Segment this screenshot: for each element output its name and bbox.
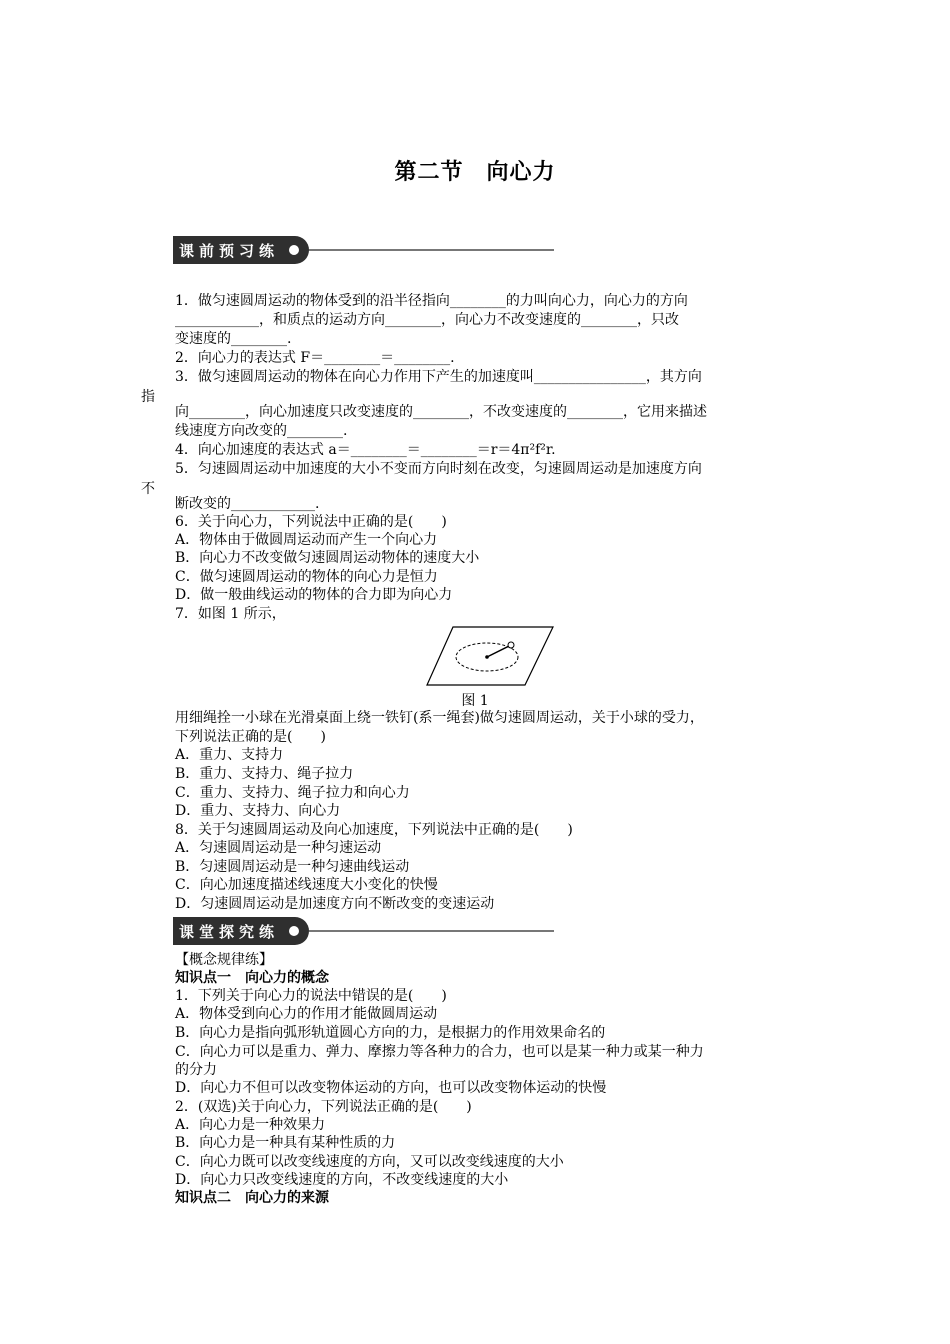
text-line: B．向心力是一种具有某种性质的力 [175, 1135, 396, 1151]
text-line: 4．向心加速度的表达式 a＝________＝________＝r＝4π²f²r. [175, 442, 556, 458]
text-line: 向________，向心加速度只改变速度的________，不改变速度的________，它用来描述 [175, 404, 707, 420]
text-line: C．向心力既可以改变线速度的方向，又可以改变线速度的大小 [175, 1154, 564, 1170]
text-line: 变速度的________. [175, 331, 292, 347]
text-line: A．物体受到向心力的作用才能做圆周运动 [175, 1006, 438, 1022]
text-line: 的分力 [175, 1062, 217, 1078]
text-line: ____________，和质点的运动方向________，向心力不改变速度的________，只改 [175, 312, 679, 328]
text-line: 5．匀速圆周运动中加速度的大小不变而方向时刻在改变，匀速圆周运动是加速度方向 [175, 461, 702, 477]
text-line: 8．关于匀速圆周运动及向心加速度，下列说法中正确的是( ) [175, 822, 573, 838]
text-line: A．物体由于做圆周运动而产生一个向心力 [175, 532, 438, 548]
text-line: 断改变的____________. [175, 496, 320, 512]
text-line: C．向心力可以是重力、弹力、摩擦力等各种力的合力，也可以是某一种力或某一种力 [175, 1044, 704, 1060]
text-line: 6．关于向心力，下列说法中正确的是( ) [175, 514, 447, 530]
banner-label: 课前预习练 [179, 242, 280, 260]
figure-table-diagram [425, 625, 557, 689]
text-line: C．做匀速圆周运动的物体的向心力是恒力 [175, 569, 438, 585]
bullet-dot-icon [289, 245, 299, 255]
banner-box [173, 917, 309, 945]
text-line: 【概念规律练】 [175, 952, 273, 968]
text-line: 线速度方向改变的________. [175, 423, 348, 439]
text-line: A．匀速圆周运动是一种匀速运动 [175, 840, 382, 856]
banner-box [173, 236, 309, 264]
knowledge-point-heading: 知识点一 向心力的概念 [175, 970, 329, 986]
text-line: B．重力、支持力、绳子拉力 [175, 766, 354, 782]
string [487, 646, 509, 657]
figure-caption: 图 1 [461, 693, 489, 709]
text-line: B．匀速圆周运动是一种匀速曲线运动 [175, 859, 410, 875]
text-line: 1．做匀速圆周运动的物体受到的沿半径指向________的力叫向心力，向心力的方向 [175, 293, 688, 309]
text-line: D．向心力不但可以改变物体运动的方向，也可以改变物体运动的快慢 [175, 1080, 607, 1096]
text-line: 2．向心力的表达式 F＝________＝________. [175, 350, 455, 366]
page-title: 第二节 向心力 [394, 160, 556, 185]
text-line: A．重力、支持力 [175, 747, 284, 763]
text-line: C．向心加速度描述线速度大小变化的快慢 [175, 877, 438, 893]
text-line: C．重力、支持力、绳子拉力和向心力 [175, 785, 410, 801]
text-line: D．重力、支持力、向心力 [175, 803, 341, 819]
banner-label: 课堂探究练 [179, 923, 280, 941]
text-line: 2．(双选)关于向心力，下列说法正确的是( ) [175, 1099, 472, 1115]
text-line: B．向心力不改变做匀速圆周运动物体的速度大小 [175, 550, 480, 566]
margin-char: 不 [141, 481, 155, 497]
bullet-dot-icon [289, 926, 299, 936]
text-line: 用细绳拴一小球在光滑桌面上绕一铁钉(系一绳套)做匀速圆周运动，关于小球的受力， [175, 710, 704, 726]
margin-char: 指 [141, 389, 155, 405]
text-line: D．向心力只改变线速度的方向，不改变线速度的大小 [175, 1172, 509, 1188]
text-line: 下列说法正确的是( ) [175, 729, 326, 745]
banner-rule [309, 930, 554, 932]
text-line: A．向心力是一种效果力 [175, 1117, 326, 1133]
text-line: 1．下列关于向心力的说法中错误的是( ) [175, 988, 447, 1004]
text-line: D．做一般曲线运动的物体的合力即为向心力 [175, 587, 453, 603]
banner-rule [309, 249, 554, 251]
text-line: 3．做匀速圆周运动的物体在向心力作用下产生的加速度叫________________，其方向 [175, 369, 702, 385]
knowledge-point-heading: 知识点二 向心力的来源 [175, 1190, 329, 1206]
ball [508, 642, 514, 648]
text-line: D．匀速圆周运动是加速度方向不断改变的变速运动 [175, 896, 495, 912]
text-line: 7．如图 1 所示， [175, 606, 286, 622]
nail [485, 655, 489, 659]
text-line: B．向心力是指向弧形轨道圆心方向的力，是根据力的作用效果命名的 [175, 1025, 606, 1041]
